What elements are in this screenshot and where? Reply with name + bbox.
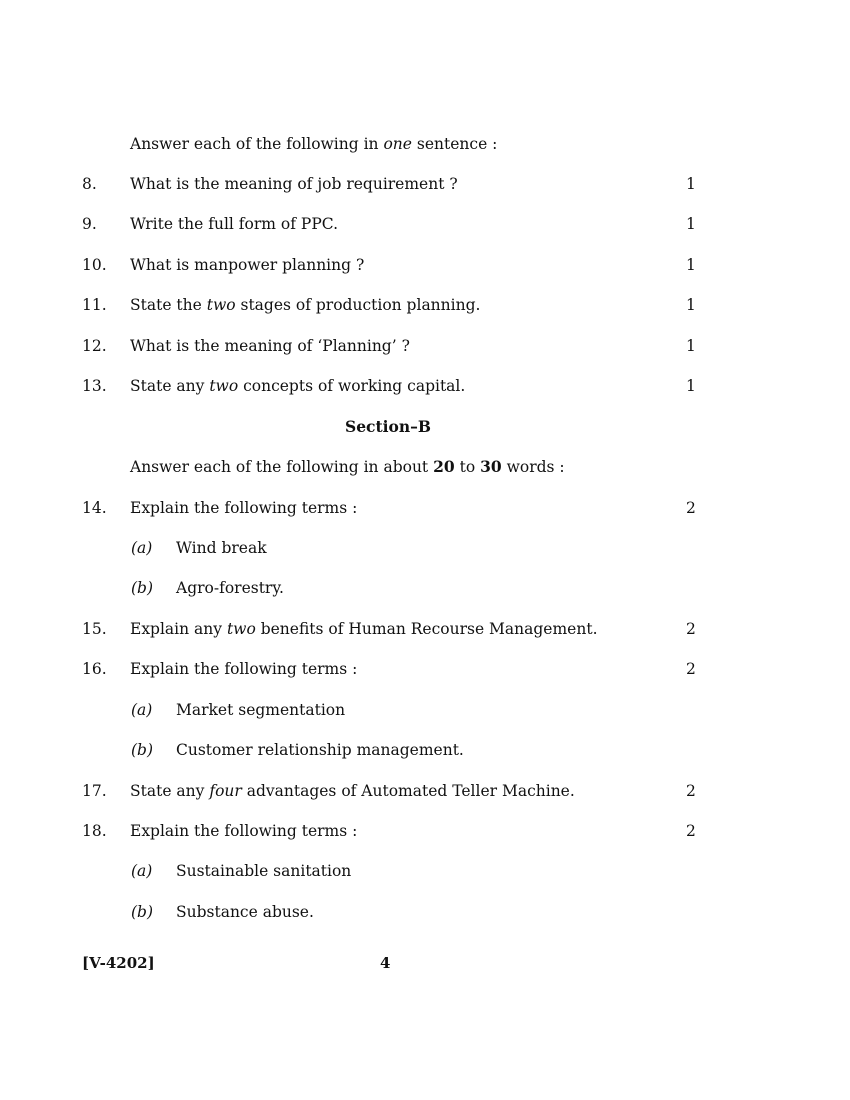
- question-number: 10.: [82, 256, 107, 274]
- question-text: State any two concepts of working capital.: [130, 377, 466, 395]
- question-marks: 1: [686, 175, 696, 193]
- question-marks: 1: [686, 337, 696, 355]
- question-text: Explain the following terms :: [130, 822, 358, 840]
- question-text: What is the meaning of job requirement ?: [130, 175, 458, 193]
- question-marks: 2: [686, 620, 696, 638]
- question-marks: 1: [686, 377, 696, 395]
- question-number: 15.: [82, 620, 107, 638]
- sub-part-text: Wind break: [176, 539, 267, 557]
- question-number: 11.: [82, 296, 107, 314]
- question-marks: 1: [686, 215, 696, 233]
- question-text: State the two stages of production planning.: [130, 296, 481, 314]
- question-text: Explain the following terms :: [130, 499, 358, 517]
- question-number: 18.: [82, 822, 107, 840]
- sub-part-text: Market segmentation: [176, 701, 346, 719]
- section-a-instruction: Answer each of the following in one sentence :: [130, 135, 498, 153]
- paper-code: [V-4202]: [82, 954, 155, 972]
- sub-part-label: (b): [131, 903, 154, 921]
- question-text: What is manpower planning ?: [130, 256, 365, 274]
- question-number: 13.: [82, 377, 107, 395]
- question-number: 17.: [82, 782, 107, 800]
- question-number: 16.: [82, 660, 107, 678]
- sub-part-text: Substance abuse.: [176, 903, 314, 921]
- question-text: Write the full form of PPC.: [130, 215, 338, 233]
- sub-part-text: Sustainable sanitation: [176, 862, 352, 880]
- question-marks: 2: [686, 499, 696, 517]
- question-number: 14.: [82, 499, 107, 517]
- sub-part-text: Customer relationship management.: [176, 741, 464, 759]
- sub-part-label: (a): [131, 539, 153, 557]
- question-number: 9.: [82, 215, 97, 233]
- question-text: What is the meaning of ‘Planning’ ?: [130, 337, 410, 355]
- sub-part-label: (b): [131, 741, 154, 759]
- question-marks: 2: [686, 822, 696, 840]
- sub-part-label: (b): [131, 579, 154, 597]
- section-b-title: Section–B: [345, 417, 431, 436]
- question-marks: 1: [686, 296, 696, 314]
- sub-part-label: (a): [131, 701, 153, 719]
- question-marks: 1: [686, 256, 696, 274]
- sub-part-text: Agro-forestry.: [176, 579, 284, 597]
- question-text: Explain the following terms :: [130, 660, 358, 678]
- question-marks: 2: [686, 782, 696, 800]
- question-number: 12.: [82, 337, 107, 355]
- question-text: Explain any two benefits of Human Recourse Management.: [130, 620, 598, 638]
- section-b-instruction: Answer each of the following in about 20 to 30 words :: [130, 457, 565, 476]
- question-number: 8.: [82, 175, 97, 193]
- sub-part-label: (a): [131, 862, 153, 880]
- question-text: State any four advantages of Automated Teller Machine.: [130, 782, 575, 800]
- page-number: 4: [380, 954, 391, 972]
- question-marks: 2: [686, 660, 696, 678]
